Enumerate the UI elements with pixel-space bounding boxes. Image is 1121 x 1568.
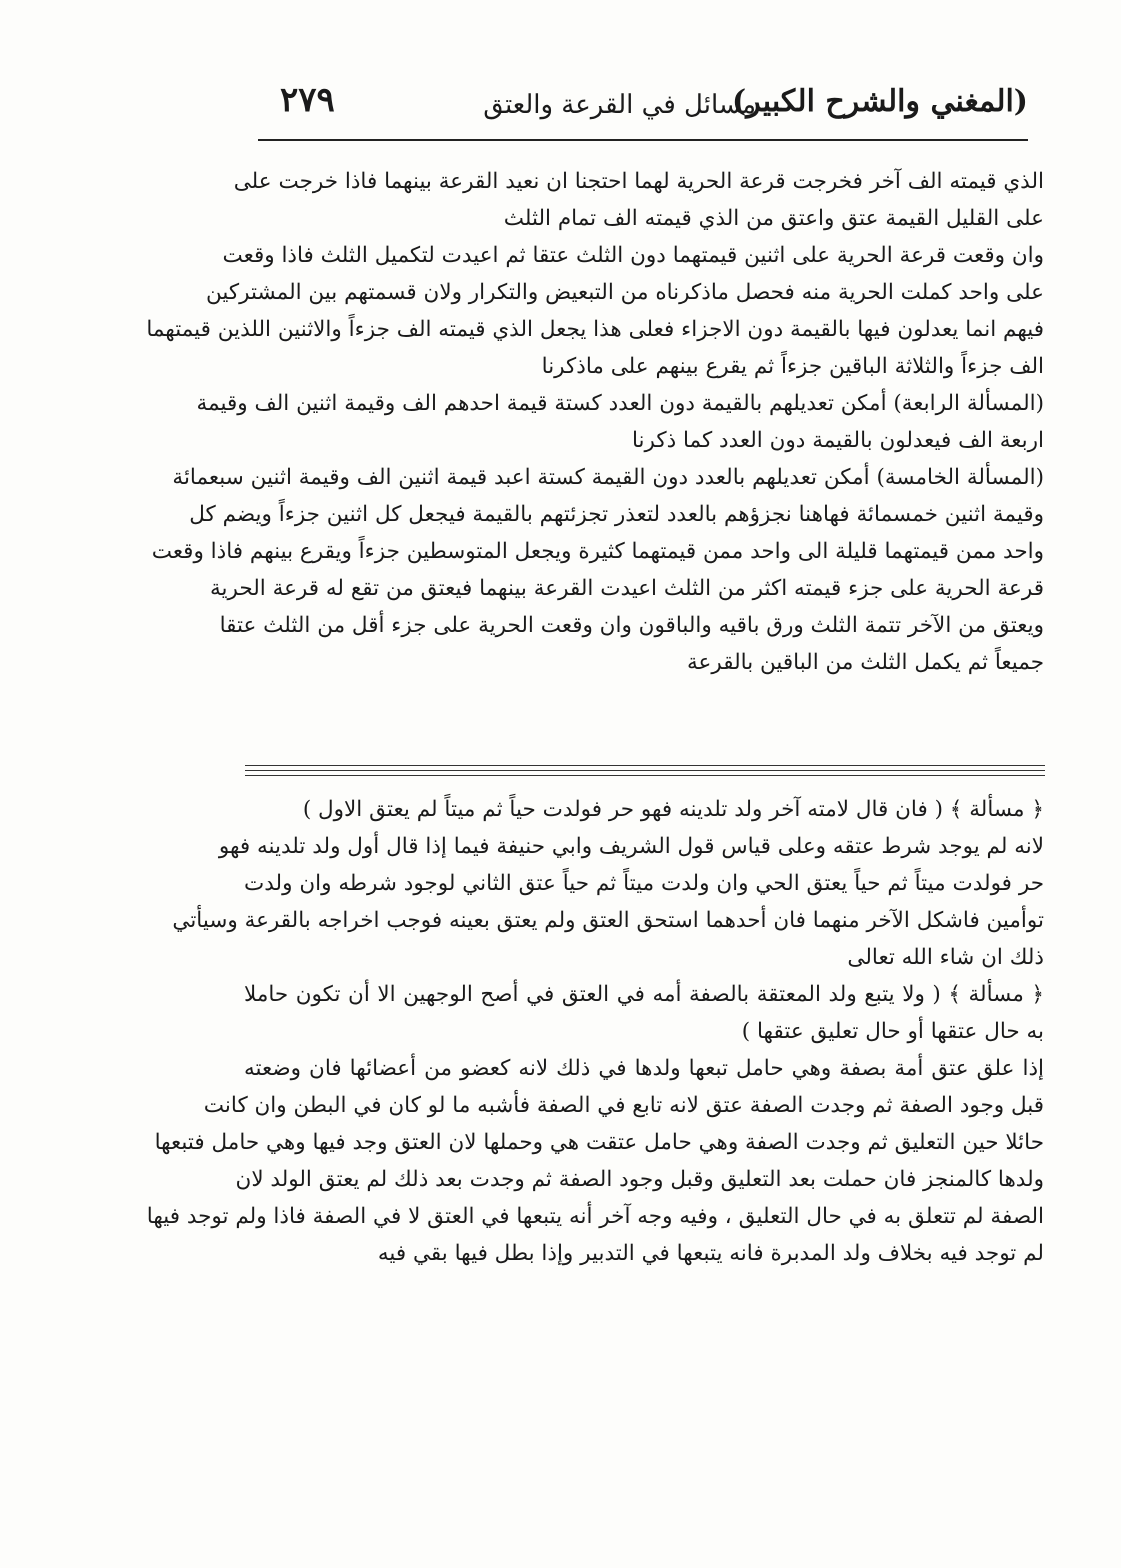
text-line: فيهم انما يعدلون فيها بالقيمة دون الاجزاء فعلى هذا يجعل الذي قيمته الف جزءاً والاثنين اللذين قيمتهما xyxy=(146,317,1044,342)
text-line: توأمين فاشكل الآخر منهما فان أحدهما استحق العتق ولم يعتق بعينه فوجب اخراجه بالقرعة وسيأتي xyxy=(172,908,1044,933)
section-divider xyxy=(245,775,1045,776)
text-line: واحد ممن قيمتهما قليلة الى واحد ممن قيمتهما كثيرة ويجعل المتوسطين جزءاً ويقرع بينهم فاذا وقعت xyxy=(151,539,1044,564)
text-line: قبل وجود الصفة ثم وجدت الصفة عتق لانه تابع في الصفة فأشبه ما لو كان في البطن وان كانت xyxy=(203,1093,1044,1118)
section-title: مسائل في القرعة والعتق xyxy=(483,90,756,120)
header-rule xyxy=(258,139,1028,141)
page-number: ٢٧٩ xyxy=(280,80,335,120)
text-line: ﴿ مسألة ﴾ ( فان قال لامته آخر ولد تلدينه فهو حر فولدت حياً ثم ميتاً لم يعتق الاول ) xyxy=(302,797,1044,822)
text-line: (المسألة الخامسة) أمكن تعديلهم بالعدد دون القيمة كستة اعبد قيمة اثنين الف وقيمة اثنين سبعمائة xyxy=(172,465,1044,490)
text-line: لانه لم يوجد شرط عتقه وعلى قياس قول الشريف وابي حنيفة فيما إذا قال أول ولد تلدينه فهو xyxy=(218,834,1044,859)
bottom-text-block xyxy=(146,791,1044,1272)
text-line: وقيمة اثنين خمسمائة فهاهنا نجزؤهم بالعدد لتعذر تجزئتهم بالقيمة فيجعل كل اثنين جزءاً ويضم كل xyxy=(189,502,1044,527)
page-header xyxy=(258,78,1028,138)
section-divider xyxy=(245,770,1045,771)
text-line: على القليل القيمة عتق واعتق من الذي قيمته الف تمام الثلث xyxy=(503,206,1044,231)
text-line: به حال عتقها أو حال تعليق عتقها ) xyxy=(741,1019,1044,1044)
text-line: ولدها كالمنجز فان حملت بعد التعليق وقبل وجود الصفة ثم وجدت بعد ذلك لم يعتق الولد لان xyxy=(235,1167,1044,1192)
text-line: اربعة الف فيعدلون بالقيمة دون العدد كما ذكرنا xyxy=(631,428,1044,453)
text-line: حائلا حين التعليق ثم وجدت الصفة وهي حامل عتقت هي وحملها لان العتق وجد فيها وهي حامل فتبعها xyxy=(154,1130,1044,1155)
text-line: جميعاً ثم يكمل الثلث من الباقين بالقرعة xyxy=(687,650,1044,675)
book-title: (المغني والشرح الكبير) xyxy=(732,84,1028,119)
text-line: إذا علق عتق أمة بصفة وهي حامل تبعها ولدها في ذلك لانه كعضو من أعضائها فان وضعته xyxy=(244,1056,1044,1081)
text-line: لم توجد فيه بخلاف ولد المدبرة فانه يتبعها في التدبير وإذا بطل فيها بقي فيه xyxy=(377,1241,1044,1266)
text-line: قرعة الحرية على جزء قيمته اكثر من الثلث اعيدت القرعة بينهما فيعتق من تقع له قرعة الحرية xyxy=(209,576,1044,601)
section-divider xyxy=(245,765,1045,766)
text-line: ويعتق من الآخر تتمة الثلث ورق باقيه والباقون وان وقعت الحرية على جزء أقل من الثلث عتقا xyxy=(219,613,1044,638)
text-line: حر فولدت ميتاً ثم حياً يعتق الحي وان ولدت ميتاً ثم حياً عتق الثاني لوجود شرطه وان ولدت xyxy=(244,871,1044,896)
text-line: ذلك ان شاء الله تعالى xyxy=(847,945,1044,970)
text-line: الصفة لم تتعلق به في حال التعليق ، وفيه وجه آخر أنه يتبعها في العتق لا في الصفة فاذا ولم توجد فيها xyxy=(146,1204,1044,1229)
text-line: (المسألة الرابعة) أمكن تعديلهم بالقيمة دون العدد كستة قيمة احدهم الف وقيمة اثنين الف وقيمة xyxy=(196,391,1044,416)
text-line: الف جزءاً والثلاثة الباقين جزءاً ثم يقرع بينهم على ماذكرنا xyxy=(541,354,1044,379)
text-line: وان وقعت قرعة الحرية على اثنين قيمتهما دون الثلث عتقا ثم اعيدت لتكميل الثلث فاذا وقعت xyxy=(222,243,1044,268)
top-text-block xyxy=(146,163,1044,681)
text-line: الذي قيمته الف آخر فخرجت قرعة الحرية لهما احتجنا ان نعيد القرعة بينهما فاذا خرجت على xyxy=(233,169,1044,194)
text-line: على واحد كملت الحرية منه فحصل ماذكرناه من التبعيض والتكرار ولان قسمتهم بين المشتركين xyxy=(206,280,1044,305)
text-line: ﴿ مسألة ﴾ ( ولا يتبع ولد المعتقة بالصفة أمه في العتق في أصح الوجهين الا أن تكون حاملا xyxy=(244,982,1044,1007)
